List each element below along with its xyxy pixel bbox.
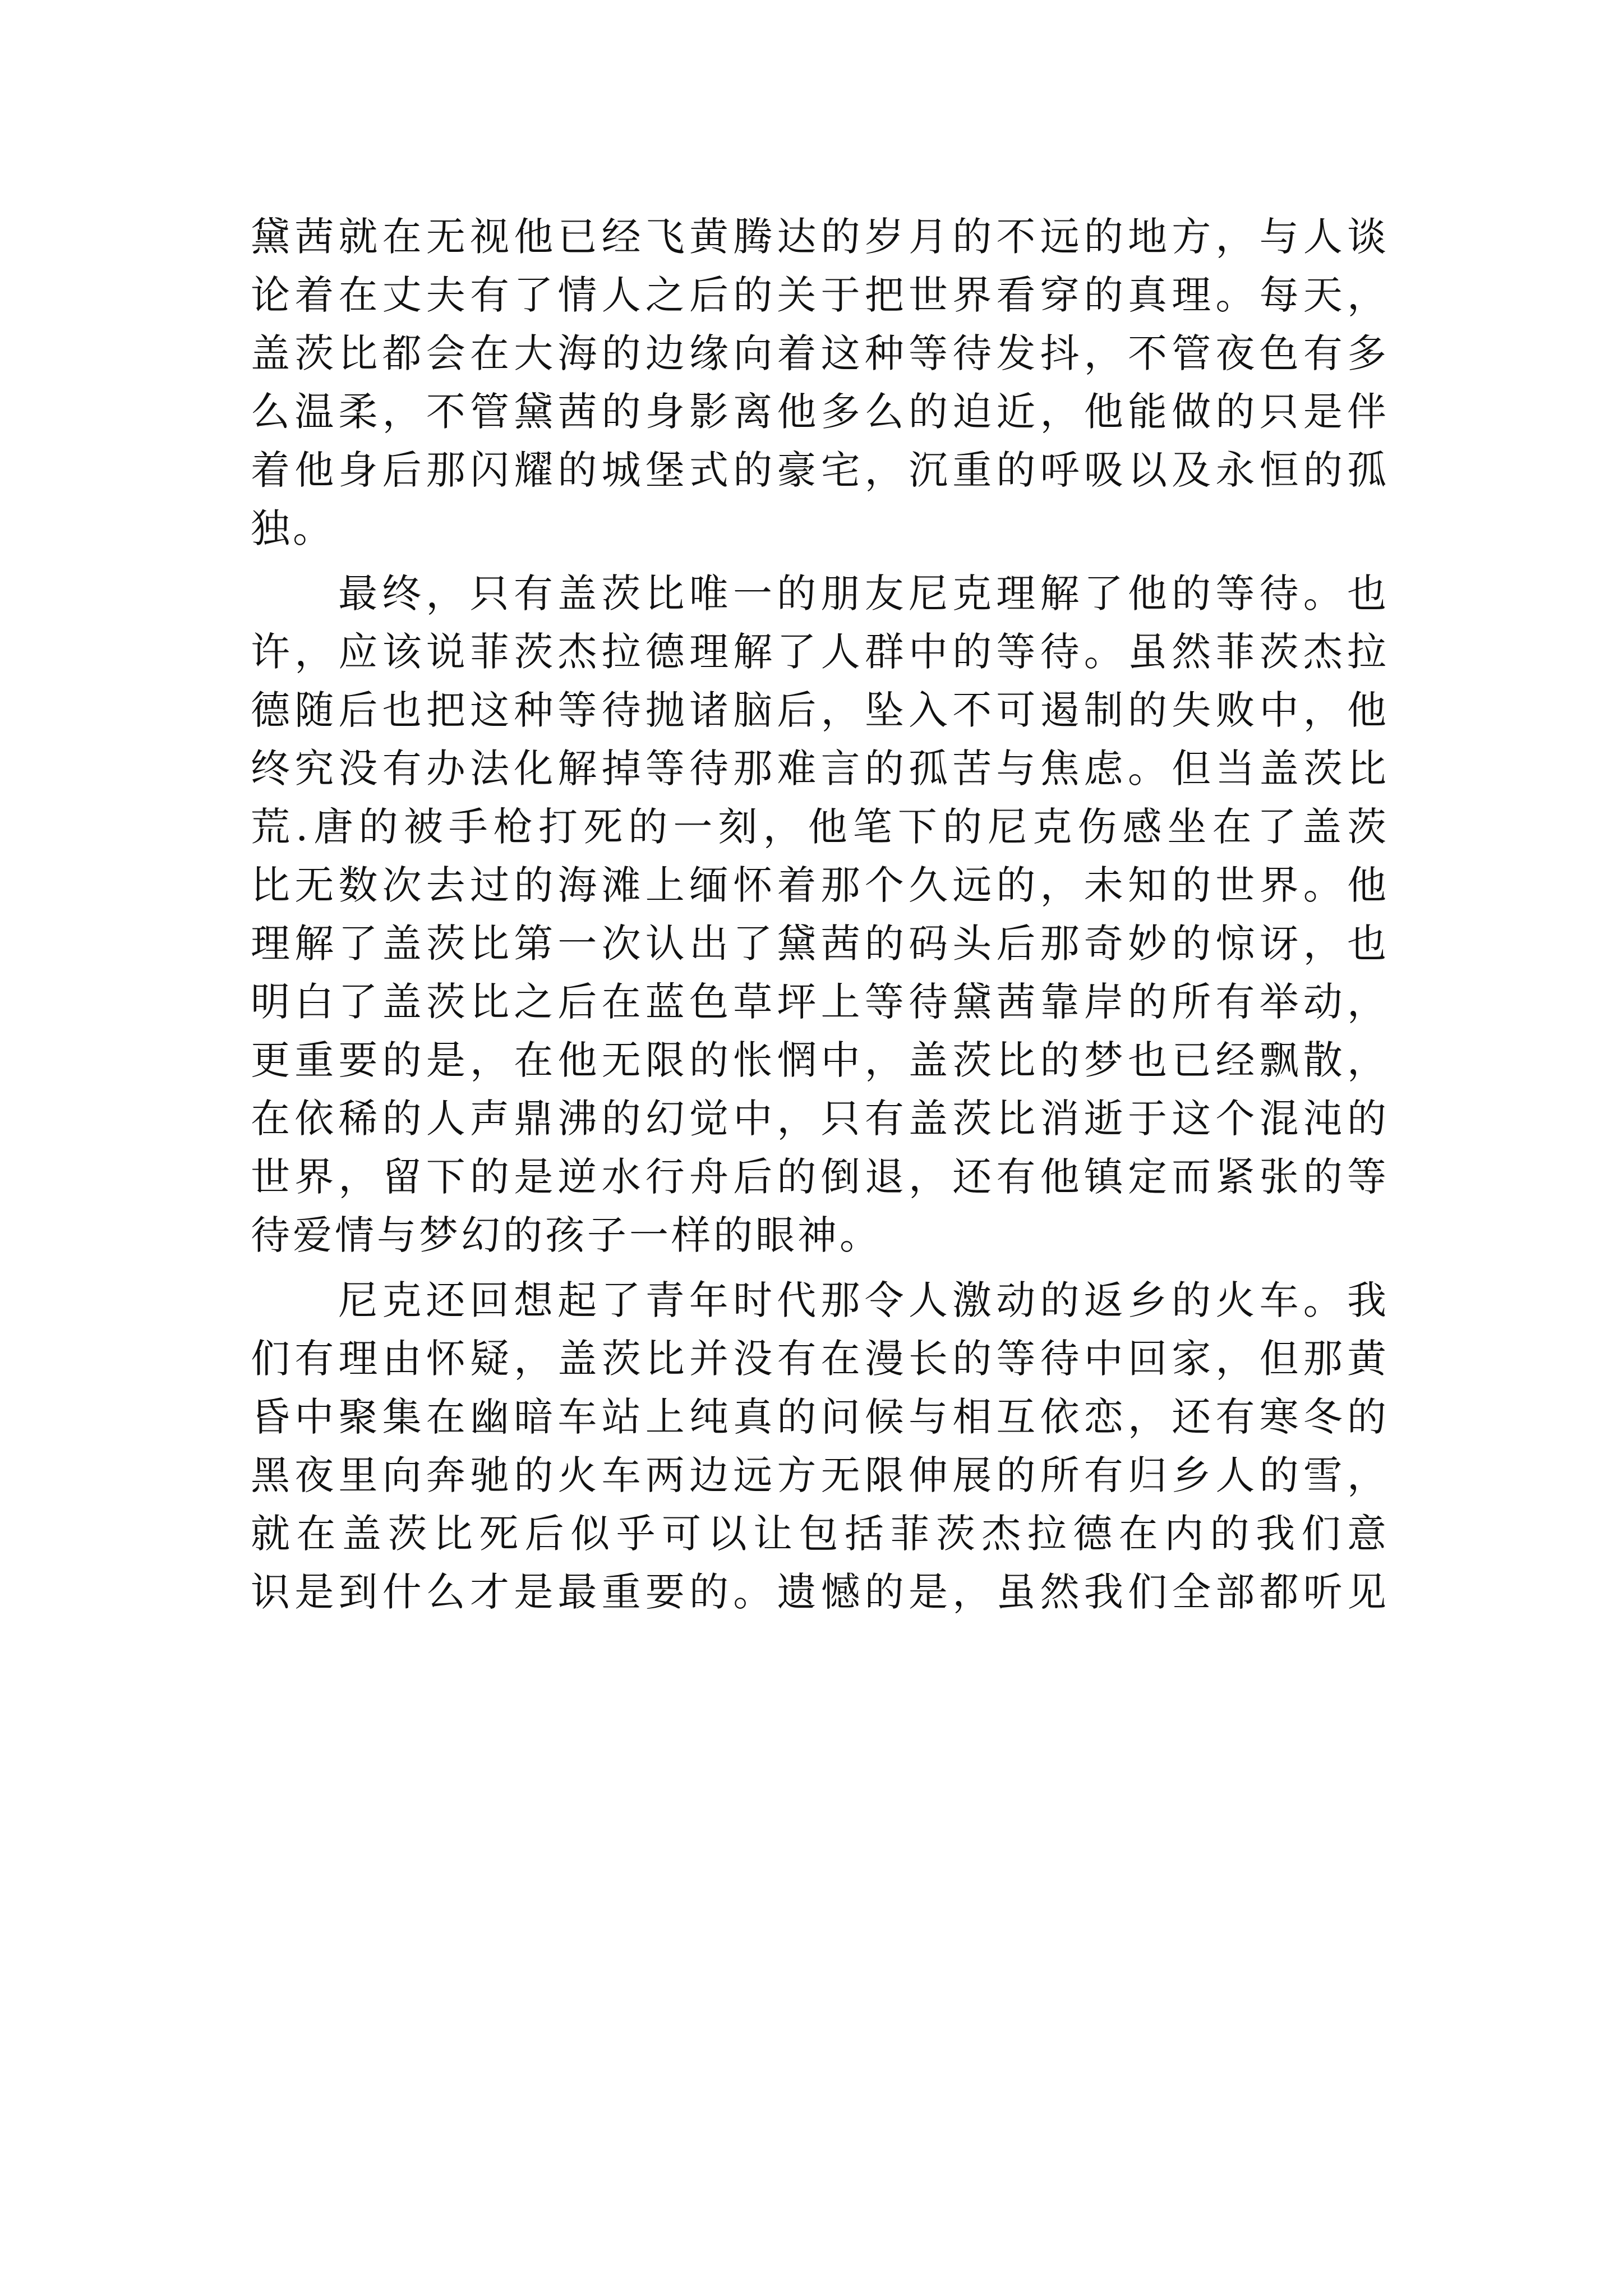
text-line: 昏中聚集在幽暗车站上纯真的问候与相互依恋，还有寒冬的: [251, 1394, 1389, 1440]
text-line: 明白了盖茨比之后在蓝色草坪上等待黛茜靠岸的所有举动，: [251, 979, 1389, 1025]
text-line: 黛茜就在无视他已经飞黄腾达的岁月的不远的地方，与人谈: [251, 214, 1389, 260]
paragraph-3: [251, 1271, 1389, 1621]
text-line: 着他身后那闪耀的城堡式的豪宅，沉重的呼吸以及永恒的孤: [251, 447, 1389, 493]
text-line: 就在盖茨比死后似乎可以让包括菲茨杰拉德在内的我们意: [251, 1511, 1389, 1557]
paragraph-1: [251, 208, 1389, 558]
text-line: 最终，只有盖茨比唯一的朋友尼克理解了他的等待。也: [338, 570, 1389, 616]
text-line: 独。: [251, 505, 335, 551]
text-line: 在依稀的人声鼎沸的幻觉中，只有盖茨比消逝于这个混沌的: [251, 1096, 1389, 1142]
text-line: 黑夜里向奔驰的火车两边远方无限伸展的所有归乡人的雪，: [251, 1452, 1389, 1498]
text-line: 世界，留下的是逆水行舟后的倒退，还有他镇定而紧张的等: [251, 1154, 1389, 1200]
paragraph-2: [251, 564, 1389, 1264]
text-line: 么温柔，不管黛茜的身影离他多么的迫近，他能做的只是伴: [251, 389, 1389, 435]
text-line: 们有理由怀疑，盖茨比并没有在漫长的等待中回家，但那黄: [251, 1336, 1389, 1382]
paragraph-gap: [251, 558, 1389, 564]
text-line: 论着在丈夫有了情人之后的关于把世界看穿的真理。每天，: [251, 272, 1389, 318]
text-line: 德随后也把这种等待抛诸脑后，坠入不可遏制的失败中，他: [251, 687, 1389, 733]
text-line: 更重要的是，在他无限的怅惘中，盖茨比的梦也已经飘散，: [251, 1037, 1389, 1083]
text-line: 理解了盖茨比第一次认出了黛茜的码头后那奇妙的惊讶，也: [251, 921, 1389, 967]
text-line: 比无数次去过的海滩上缅怀着那个久远的，未知的世界。他: [251, 862, 1389, 908]
text-line: 尼克还回想起了青年时代那令人激动的返乡的火车。我: [338, 1277, 1389, 1323]
text-line: 盖茨比都会在大海的边缘向着这种等待发抖，不管夜色有多: [251, 330, 1389, 376]
text-line: 识是到什么才是最重要的。遗憾的是，虽然我们全部都听见: [251, 1569, 1389, 1615]
text-line: 待爱情与梦幻的孩子一样的眼神。: [251, 1212, 882, 1258]
text-line: 荒.唐的被手枪打死的一刻，他笔下的尼克伤感坐在了盖茨: [251, 804, 1389, 850]
paragraph-gap: [251, 1264, 1389, 1271]
text-line: 许，应该说菲茨杰拉德理解了人群中的等待。虽然菲茨杰拉: [251, 629, 1389, 675]
body-text: [251, 208, 1389, 1621]
text-line: 终究没有办法化解掉等待那难言的孤苦与焦虑。但当盖茨比: [251, 746, 1389, 792]
